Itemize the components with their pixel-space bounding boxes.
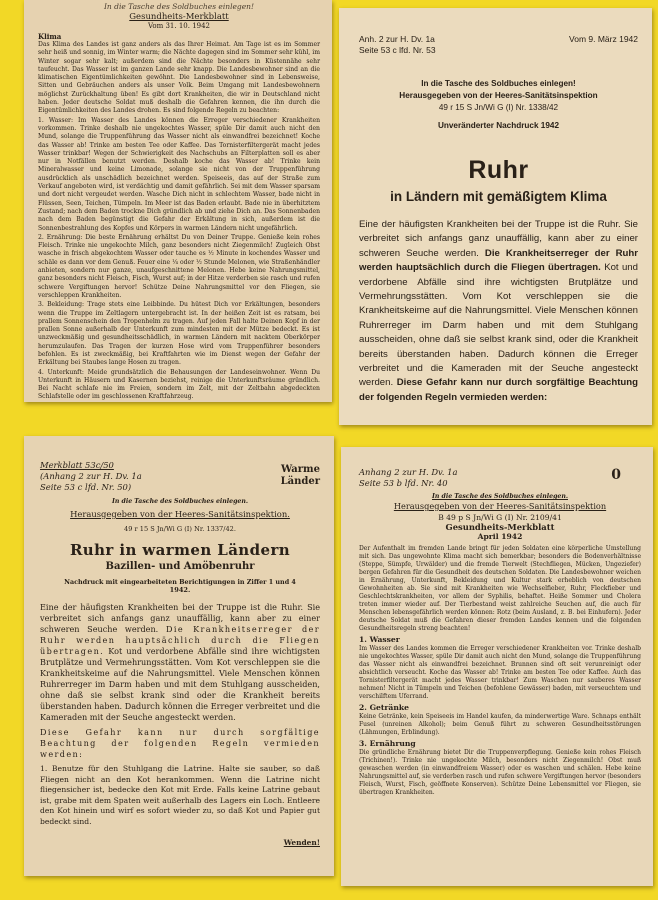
- section-text-water: Im Wasser des Landes kommen die Erreger verschiedener Krankheiten vor. Trinke deshalb nie ungekochtes Wasser, spüle Dir damit auch nicht den Mund, solange die Truppenführung das Wasser nicht als einwandfrei bezeichnet. Brunnen sind oft seit verunreinigt oder absichtlich verseucht. Koche das Wasser ab! Trinke am besten Tee oder Kaffee. Auch das Tornisterfiltergerät macht jedes Wasser trinkbar! Zum Waschen nur sauberes Wasser nehmen! Nicht in Tümpeln und Teichen (befohlene Gewässer) baden, mit verseuchtem und verschilftem Uferrand.: [359, 645, 641, 700]
- section-heading-nutrition: 3. Ernährung: [359, 739, 416, 748]
- sheet-gesundheits-merkblatt-1942: [24, 0, 332, 402]
- reference-line-2: (Anhang 2 zur H. Dv. 1a: [40, 471, 142, 481]
- reference-line-1: Merkblatt 53c/50: [40, 460, 114, 470]
- body-text-bold: Die Krankheitserreger der Ruhr werden hauptsächlich durch die Fliegen übertragen.: [359, 247, 638, 274]
- order-number: 49 r 15 S Jn/Wi G (I) Nr. 1338/42: [438, 103, 559, 112]
- reference-line-2: Seite 53 b lfd. Nr. 40: [359, 477, 448, 488]
- body-paragraph: [40, 602, 320, 723]
- sheet-gesundheits-merkblatt-april-1942: [341, 447, 653, 886]
- rule-nutrition: 2. Ernährung: Die beste Ernährung erhältst Du von Deiner Truppe. Genieße kein rohes Fleisch. Trinke nie ungekochte Milch, ganz besonders nicht Ziegenmilch! Zugleich Obst wasche in frisch abgekochtem Wasser oder tauche es ½ Minute in kochendes Wasser und schäle es dann vor dem Genuß. Feuer eine ¼ oder ½ Stunde Melonen, wie Straßenhändler anbieten, sondern nur ganze, unaufgeschnittene Melonen. Hebe keine Nahrungsmittel, ganz besonders nicht Fleisch, Fisch, Wurst auf; in der Hitze verderben sie rasch und rufen schwere Vergiftungen hervor! Schütze Deine Nahrungsmittel vor den Fliegen, sie verschleppen Krankheiten.: [38, 233, 320, 299]
- reference-line-1: Anh. 2 zur H. Dv. 1a: [359, 34, 435, 44]
- region-line-1: Warme: [280, 464, 320, 475]
- instruction-line: In die Tasche des Soldbuches einlegen.: [431, 493, 568, 500]
- section-label-klima: Klima: [38, 32, 62, 41]
- publisher-line: Herausgegeben von der Heeres-Sanitätsinspektion: [393, 501, 607, 511]
- intro-paragraph: Der Aufenthalt im fremden Lande bringt für jeden Soldaten eine körperliche Umstellung mit sich. Das ungewohnte Klima macht sich bemerkbar; besonders die Bodenverhältnisse (Steppe, Sümpfe, Urwälder) und die fremde Tierwelt (Stechfliegen, Mücken, Ungeziefer) bergen Gefahren für die Gesundheit des deutschen Soldaten. Die Landesbewohner weichen in Ernährung, Unterkunft, Bekleidung und Kultur stark erheblich von deutschen Gewohnheiten ab. Sie sind mit Krankheiten wie Wechselfieber, Ruhr, Fleckfieber und Geschlechtskrankheiten, vor allem der Syphilis, behaftet. Heiße Sommer und Cholera treten immer wieder auf. Der Tierbestand weist zahlreiche Seuchen auf, die auch für Menschen lebensgefährlich werden können: Rotz (beim Ausland, z. B. bei Einhufern). Jeder deutsche Soldat muß die Gefahren dieser fremden Landes kennen und die folgenden Gesundheitsregeln streng beachten!: [359, 545, 641, 632]
- section-text-drinks: Keine Getränke, kein Speiseeis im Handel kaufen, da minderwertige Ware. Schnaps enthält Fusel (unreinen Alkohol); beim Genuß führt zu schweren Gesundheitsstörungen (Lähmungen, Erblindung).: [359, 713, 641, 736]
- body-text-1: Eine der häufigsten Krankheiten bei der Truppe ist die Ruhr. Sie verbreitet sich anfangs ganz unauffällig, kann aber zu einer schweren Seuche werden.: [40, 602, 320, 634]
- instruction-line: In die Tasche des Soldbuches einlegen!: [421, 79, 576, 88]
- body-text-spaced: Die Krankheitserreger der Ruhr werden hauptsächlich durch die Fliegen übertragen.: [40, 624, 320, 656]
- sheet-ruhr-warme-laender: [24, 436, 334, 876]
- section-text-nutrition: Die gründliche Ernährung bietet Dir die Truppenverpflegung. Genieße kein rohes Fleisch (Trichinen!). Trinke nie ungekochte Milch, besonders nicht Ziegenmilch! Obst muß gewaschen werden (in einwandfreiem Wasser) oder es waschen und schälen. Hebe keine Nahrungsmittel auf, sie verderben rasch und rufen schwere Vergiftungen hervor (besonders Fleisch, Wurst, Fisch, geöffnete Konserven). Schütze Deine Lebensmittel vor Fliegen, sie übertragen Krankheiten.: [359, 749, 641, 796]
- sheet-date: Vom 31. 10. 1942: [147, 22, 211, 30]
- sheet-title: Gesundheits-Merkblatt: [129, 12, 229, 22]
- reference-block: [359, 34, 436, 56]
- body-text-2: Kot und verdorbene Abfälle sind ihre wichtigsten Brutplätze und Vermehrungsstätten. Vom Kot verschleppen sie die Krankheitskeime auf die Nahrungsmittel. Viele Menschen können Ruhrerreger im Darm haben und mit dem Stuhlgang ausscheiden, ohne daß sie selbst krank sind oder die Krankheit bereits überstanden haben. Dadurch können die Erreger verbreitet und die Kameraden mit der Seuche angesteckt werden.: [40, 646, 320, 722]
- instruction-line: In die Tasche des Soldbuches einlegen.: [111, 498, 248, 505]
- reference-line-3: Seite 53 c lfd. Nr. 50): [40, 482, 132, 492]
- reference-row: [40, 460, 320, 493]
- sheet-title: Ruhr: [468, 156, 529, 184]
- sheet-ruhr-gemaessigtes-klima: [339, 8, 652, 425]
- sheet-header-instruction: In die Tasche des Soldbuches einlegen!: [103, 2, 255, 11]
- rule-latrine: 1. Benutze für den Stuhlgang die Latrine. Halte sie sauber, so daß Fliegen nicht an den Kot herankommen. Wenn die Latrine nicht fliegensicher ist, bedecke den Kot mit Erde. Falls keine Latrine gebaut ist, grabe mit dem Spaten weit außerhalb des Lagers ein Loch. Entleere den Kot hinein und wirf es sofort wieder zu, so daß Kot und Papier gut bedeckt sind.: [40, 764, 320, 826]
- body-text-2: Kot und verdorbene Abfälle sind ihre wichtigsten Brutplätze und Vermehrungsstätten. Vom Kot verschleppen sie die Krankheitskeime auf die Nahrungsmittel. Viele Menschen können Ruhrerreger im Darm haben und mit dem Stuhlgang ausscheiden, ohne daß sie selbst krank sind, oder die Krankheit bereits überstanden haben. Dadurch können die Erreger verbreitet und die Kameraden mit der Seuche angesteckt werden.: [359, 262, 638, 389]
- sheet-mark: 0: [611, 467, 621, 483]
- region-label: [281, 464, 320, 493]
- section-heading-drinks: 2. Getränke: [359, 703, 409, 712]
- turn-over-note: Wenden!: [283, 837, 320, 847]
- reference-row: [359, 467, 641, 488]
- body-paragraph-rules-intro: [40, 727, 320, 760]
- publisher-line: Herausgegeben von der Heeres-Sanitätsinspektion: [399, 91, 598, 100]
- rule-quarters: 4. Unterkunft: Meide grundsätzlich die Behausungen der Landeseinwohner. Wenn Du Unterkunft in Häusern und Kasernen beziehst, reinige die Unterkunftsräume gründlich. Bei Nacht schlafe nie im Freien, sondern im Zelt, mit der Zeltbahn abgedeckten Schlafstelle oder im geschlossenen Kraftfahrzeug.: [38, 368, 320, 401]
- order-number: 49 r 15 S Jn/Wi G (I) Nr. 1337/42.: [124, 525, 236, 533]
- rule-water: 1. Wasser: Im Wasser des Landes können die Erreger verschiedener Krankheiten vorkommen. Trinke deshalb nie ungekochtes Wasser, spüle Dir damit auch nicht den Mund, solange die Truppenführung das Wasser nicht als einwandfrei bezeichnet! Koche das Wasser ab! Trinke am besten Tee oder Kaffee. Das Tornisterfiltergerät macht jedes Wasser trinkbar! Wegen der Schwierigkeit des Nachschubs an Filterplatten soll es aber nur in Notfällen benutzt werden. Deshalb koche das Wasser ab! Trinke kein Mineralwasser und keine Limonade, solange sie nicht von der Truppenführung ausdrücklich als unschädlich bezeichnet werden. Speiseeis, das auf der Straße zum Verkauf angeboten wird, ist verdächtig und damit gefährlich. Sei mit dem Wasser sparsam und dort nicht vergeudet werden. Wasche Dich nicht in schlechtem Wasser, bade nicht in Flüssen, Seen, Teichen, Tümpeln. Im Meer ist das Baden erlaubt. Bade nie in überhitztem Zustand; nach dem Baden trockne Dich gründlich ab und ziehe Dich an. Das Sonnenbaden nach dem Baden begünstigt die Gefahr der Erkältung in sich, außerdem ist die Sonnenbestrahlung des Kopfes und Körpers in warmen Ländern nicht ungefährlich.: [38, 116, 320, 232]
- order-number: B 49 p S Jn/Wi G (I) Nr. 2109/41: [438, 513, 562, 522]
- sheet-date: April 1942: [477, 532, 523, 541]
- reprint-line: Unveränderter Nachdruck 1942: [437, 121, 560, 130]
- body-text-end: Diese Gefahr kann nur durch sorgfältige Beachtung der folgenden Regeln vermieden werden:: [359, 377, 639, 403]
- sheet-date: Vom 9. März 1942: [569, 34, 638, 44]
- publisher-line: Herausgegeben von der Heeres-Sanitätsinspektion.: [70, 509, 290, 519]
- body-paragraph: [359, 218, 638, 405]
- body-text-3: Diese Gefahr kann nur durch sorgfältige Beachtung der folgenden Regeln vermieden werden:: [40, 727, 320, 759]
- reference-line-1: Anhang 2 zur H. Dv. 1a: [359, 467, 458, 477]
- sheet-title: Gesundheits-Merkblatt: [445, 522, 555, 532]
- reprint-note: Nachdruck mit eingearbeiteten Berichtigungen in Ziffer 1 und 4: [64, 578, 296, 586]
- rule-clothing: 3. Bekleidung: Trage stets eine Leibbinde. Du hütest Dich vor Erkältungen, besonders wenn die Truppe im Zeltlagern untergebracht ist. In der heißen Zeit ist es ratsam, bei prallem Sonnenschein den Tropenhelm zu tragen. Auf jeden Fall halte Deinen Kopf in der prallen Sonne außerhalb der Unterkunft zum mindesten mit der Mütze bedeckt. Es ist unzweckmäßig und gesundheitsschädlich, in warmen Ländern mit nacktem Oberkörper herumzulaufen. Das Tragen der kurzen Hose wird vom Truppenführer besonders befohlen. Es ist zweckmäßig, bei Kraftfahrten wie im Dienst wegen der Gefahr der Erkältung bei Staubes lange Hosen zu tragen.: [38, 301, 320, 367]
- sheet-body: [38, 41, 320, 402]
- reference-line-2: Seite 53 c lfd. Nr. 53: [359, 45, 436, 55]
- sheet-subtitle: in Ländern mit gemäßigtem Klima: [390, 189, 607, 204]
- sheet-subtitle: Bazillen- und Amöbenruhr: [105, 561, 255, 572]
- section-heading-water: 1. Wasser: [359, 635, 400, 644]
- region-line-2: Länder: [280, 476, 320, 487]
- reference-row: [359, 34, 638, 56]
- reprint-year: 1942.: [169, 586, 191, 594]
- sheet-title: Ruhr in warmen Ländern: [69, 541, 291, 559]
- reference-block: [40, 460, 142, 493]
- body-text-1: Eine der häufigsten Krankheiten bei der Truppe ist die Ruhr. Sie verbreitet sich anfangs ganz unauffällig, kann aber zu einer schweren Seuche werden.: [359, 219, 638, 259]
- reference-block: [359, 467, 457, 488]
- intro-paragraph: Das Klima des Landes ist ganz anders als das Ihrer Heimat. Am Tage ist es im Sommer sehr heiß und sonnig, im Winter warm; die Nächte dagegen sind im Sommer sehr kühl, im Winter sogar sehr kalt; außerdem sind die Nächte besonders in Küstennähe sehr taufeucht. Das Wasser ist im ganzen Lande sehr knapp. Die Landesbewohner sind an die klimatischen Eigentümlichkeiten gewöhnt. Die Landesbewohner sind in Lebensweise, Sitten und Gebräuchen anders als unser Volk. Beim Umgang mit Landesbewohnern möglichst Zurückhaltung üben! Es gibt dort Krankheiten, die wir in Deutschland nicht haben. Jeder deutsche Soldat muß deshalb die Gefahren kennen, die ihn durch die Eigentümlichkeiten des Landes drohen. Es sind folgende Regeln zu beachten:: [38, 41, 320, 115]
